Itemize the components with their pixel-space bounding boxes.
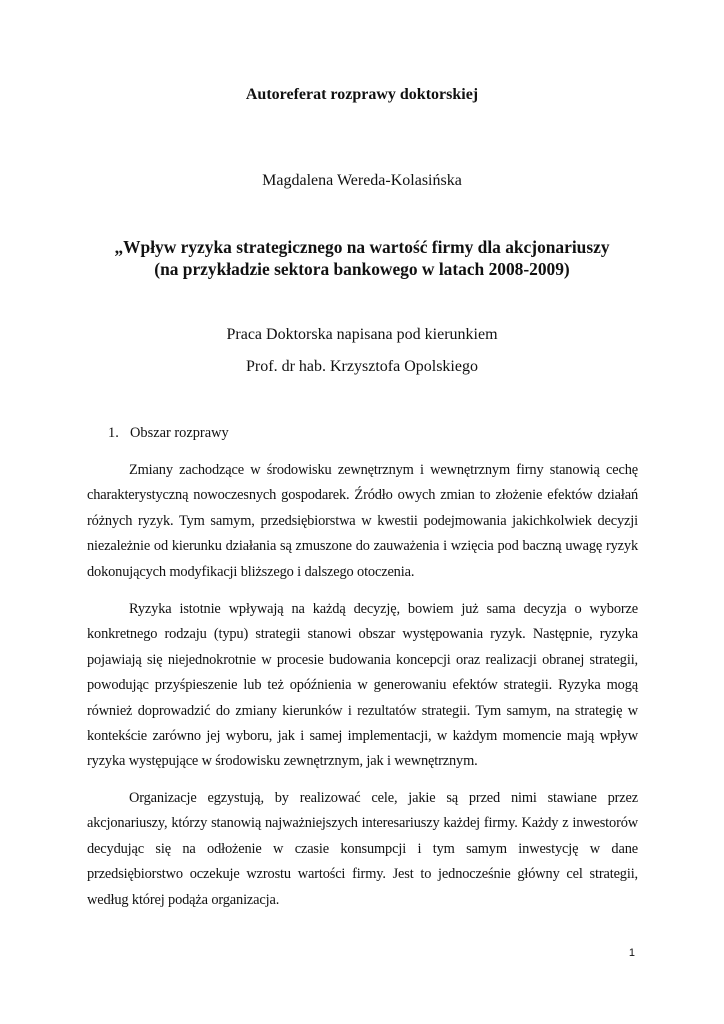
dissertation-title	[0, 236, 724, 280]
body-paragraph: Ryzyka istotnie wpływają na każdą decyzję, bowiem już sama decyzja o wyborze konkretnego rodzaju (typu) strategii stanowi obszar występowania ryzyk. Następnie, ryzyka pojawiają się niejednokrotnie w procesie budowania koncepcji oraz realizacji obranej strategii, powodując przyśpieszenie lub też opóźnienia w generowaniu efektów strategii. Ryzyka mogą również doprowadzić do zmiany kierunków i rezultatów strategii. Tym samym, na strategię w kontekście zarówno jej wyboru, jak i samej implementacji, w każdym momencie mają wpływ ryzyka występujące w środowisku zewnętrznym, jak i wewnętrznym.	[87, 601, 638, 770]
author-name: Magdalena Wereda-Kolasińska	[262, 172, 462, 189]
body-paragraph: Zmiany zachodzące w środowisku zewnętrznym i wewnętrznym firny stanowią cechę charakterystyczną nowoczesnych gospodarek. Źródło owych zmian to złożenie efektów działań różnych ryzyk. Tym samym, przedsiębiorstwa w kwestii podejmowania jakichkolwiek decyzji niezależnie od kierunku działania są zmuszone do zauważenia i wzięcia pod baczną uwagę ryzyk dokonujących modyfikacji bliższego i dalszego otoczenia.	[87, 462, 638, 580]
supervision-info	[0, 319, 724, 383]
dissertation-title-line-2: (na przykładzie sektora bankowego w latach 2008-2009)	[154, 259, 570, 279]
page-number: 1	[628, 947, 635, 959]
body-paragraph-3-container	[87, 786, 638, 913]
body-paragraph-1-container	[87, 458, 638, 585]
section-heading	[108, 425, 229, 442]
section-title: Obszar rozprawy	[130, 425, 229, 441]
supervisor-name: Prof. dr hab. Krzysztofa Opolskiego	[246, 358, 478, 375]
document-type-heading: Autoreferat rozprawy doktorskiej	[245, 86, 479, 103]
section-number: 1.	[108, 425, 119, 441]
body-paragraph-2-container	[87, 597, 638, 775]
body-paragraph: Organizacje egzystują, by realizować cele, jakie są przed nimi stawiane przez akcjonariuszy, którzy stanowią najważniejszych interesariuszy każdej firmy. Każdy z inwestorów decydując się na odłożenie w czasie konsumpcji i tym samym inwestycję w dane przedsiębiorstwo oczekuje wzrostu wartości firmy. Jest to jednocześnie główny cel strategii, według której podąża organizacja.	[87, 790, 638, 908]
dissertation-title-line-1: „Wpływ ryzyka strategicznego na wartość firmy dla akcjonariuszy	[114, 237, 610, 257]
supervision-line: Praca Doktorska napisana pod kierunkiem	[226, 326, 498, 343]
